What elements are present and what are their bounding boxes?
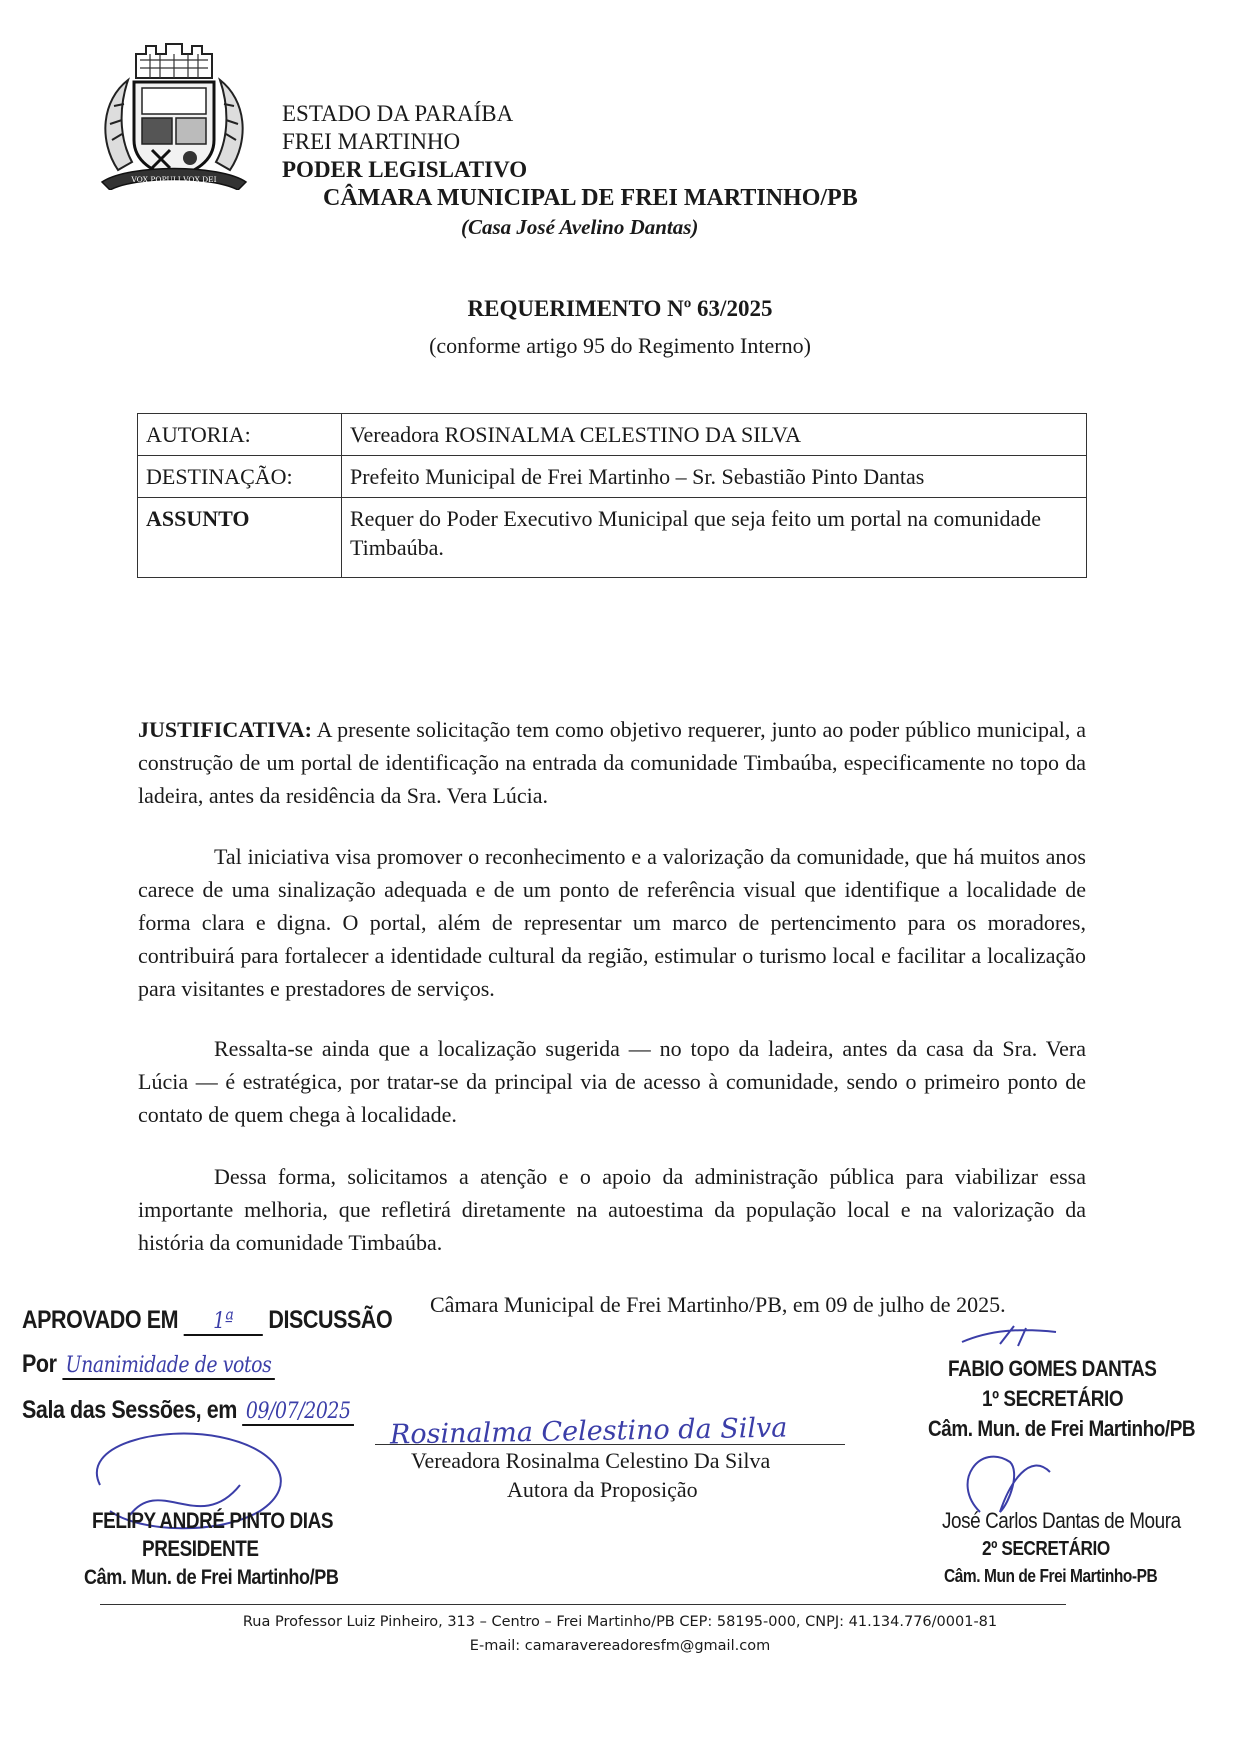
paragraph-2 bbox=[138, 840, 1086, 1005]
table-label: ASSUNTO bbox=[138, 498, 342, 578]
justification-label: JUSTIFICATIVA: bbox=[138, 717, 313, 742]
second-secretary-org: Câm. Mun de Frei Martinho-PB bbox=[944, 1566, 1158, 1586]
crest-motto: VOX POPULI VOX DEI bbox=[131, 175, 217, 184]
discussion-label: DISCUSSÃO bbox=[268, 1306, 393, 1334]
first-secretary-org: Câm. Mun. de Frei Martinho/PB bbox=[928, 1416, 1196, 1441]
footer-divider bbox=[100, 1604, 1066, 1605]
paragraph-4 bbox=[138, 1160, 1086, 1259]
info-table bbox=[137, 413, 1087, 578]
president-role: PRESIDENTE bbox=[142, 1536, 259, 1561]
approved-label: APROVADO EM bbox=[22, 1306, 179, 1334]
document-subtitle: (conforme artigo 95 do Regimento Interno) bbox=[429, 333, 811, 358]
date-line: Câmara Municipal de Frei Martinho/PB, em 09 de julho de 2025. bbox=[430, 1292, 1006, 1317]
table-value: Requer do Poder Executivo Municipal que seja feito um portal na comunidade Timbaúba. bbox=[342, 498, 1087, 578]
first-secretary-signature-scribble bbox=[960, 1322, 1060, 1352]
municipal-crest-logo bbox=[88, 40, 260, 190]
paragraph-3 bbox=[138, 1032, 1086, 1131]
second-secretary-role: 2º SECRETÁRIO bbox=[982, 1538, 1110, 1560]
chamber-name: CÂMARA MUNICIPAL DE FREI MARTINHO/PB bbox=[323, 185, 858, 211]
state-name: ESTADO DA PARAÍBA bbox=[282, 101, 514, 126]
table-row bbox=[138, 456, 1087, 498]
table-value: Prefeito Municipal de Frei Martinho – Sr. Sebastião Pinto Dantas bbox=[342, 456, 1087, 498]
paragraph-text: Tal iniciativa visa promover o reconhecimento e a valorização da comunidade, que há muitos anos carece de uma sinalização adequada e de um ponto de referência visual que identifique a localidade de forma clara e digna. O portal, além de representar um marco de pertencimento para os moradores, contribuirá para fortalecer a identidade cultural da região, estimular o turismo local e facilitar a localização para visitantes e prestadores de serviços. bbox=[138, 844, 1086, 1001]
paragraph-text: Ressalta-se ainda que a localização sugerida — no topo da ladeira, antes da casa da Sra. Vera Lúcia — é estratégica, por tratar-se da principal via de acesso à comunidade, sendo o primeiro ponto de contato de quem chega à localidade. bbox=[138, 1036, 1086, 1127]
table-label: AUTORIA: bbox=[138, 414, 342, 456]
president-signature-scribble bbox=[70, 1415, 310, 1555]
document-title: REQUERIMENTO Nº 63/2025 bbox=[467, 296, 773, 321]
table-label: DESTINAÇÃO: bbox=[138, 456, 342, 498]
legislative-power: PODER LEGISLATIVO bbox=[282, 157, 528, 182]
president-org: Câm. Mun. de Frei Martinho/PB bbox=[84, 1566, 339, 1589]
signature-line bbox=[375, 1444, 845, 1445]
author-handwritten-signature: Rosinalma Celestino da Silva bbox=[389, 1412, 788, 1451]
first-secretary-role: 1º SECRETÁRIO bbox=[982, 1386, 1124, 1411]
president-name: FELIPY ANDRÉ PINTO DIAS bbox=[92, 1508, 334, 1533]
house-name: (Casa José Avelino Dantas) bbox=[461, 215, 699, 239]
approved-handwritten: 1ª bbox=[213, 1309, 234, 1334]
table-row bbox=[138, 498, 1087, 578]
footer-email: E-mail: camaravereadoresfm@gmail.com bbox=[469, 1638, 771, 1654]
paragraph-text: Dessa forma, solicitamos a atenção e o apoio da administração pública para viabilizar essa importante melhoria, que refletirá diretamente na autoestima da população local e na valorização da história da comunidade Timbaúba. bbox=[138, 1164, 1086, 1255]
second-secretary-name: José Carlos Dantas de Moura bbox=[942, 1508, 1181, 1533]
table-value: Vereadora ROSINALMA CELESTINO DA SILVA bbox=[342, 414, 1087, 456]
session-handwritten: 09/07/2025 bbox=[242, 1399, 354, 1426]
por-label: Por bbox=[22, 1350, 57, 1378]
paragraph-text: A presente solicitação tem como objetivo requerer, junto ao poder público municipal, a construção de um portal de identificação na entrada da comunidade Timbaúba, especificamente no topo da ladeira, antes da residência da Sra. Vera Lúcia. bbox=[138, 717, 1086, 808]
author-name: Vereadora Rosinalma Celestino Da Silva bbox=[411, 1448, 771, 1473]
author-role: Autora da Proposição bbox=[507, 1477, 698, 1502]
por-line bbox=[22, 1350, 275, 1380]
footer-address: Rua Professor Luiz Pinheiro, 313 – Centro – Frei Martinho/PB CEP: 58195-000, CNPJ: 41.134.776/0001-81 bbox=[242, 1614, 998, 1630]
justification-paragraph bbox=[138, 713, 1086, 812]
city-name: FREI MARTINHO bbox=[282, 129, 461, 154]
table-row bbox=[138, 414, 1087, 456]
first-secretary-name: FABIO GOMES DANTAS bbox=[948, 1356, 1157, 1381]
por-handwritten: Unanimidade de votos bbox=[62, 1353, 275, 1380]
approval-line bbox=[22, 1305, 392, 1336]
session-label: Sala das Sessões, em bbox=[22, 1396, 237, 1424]
